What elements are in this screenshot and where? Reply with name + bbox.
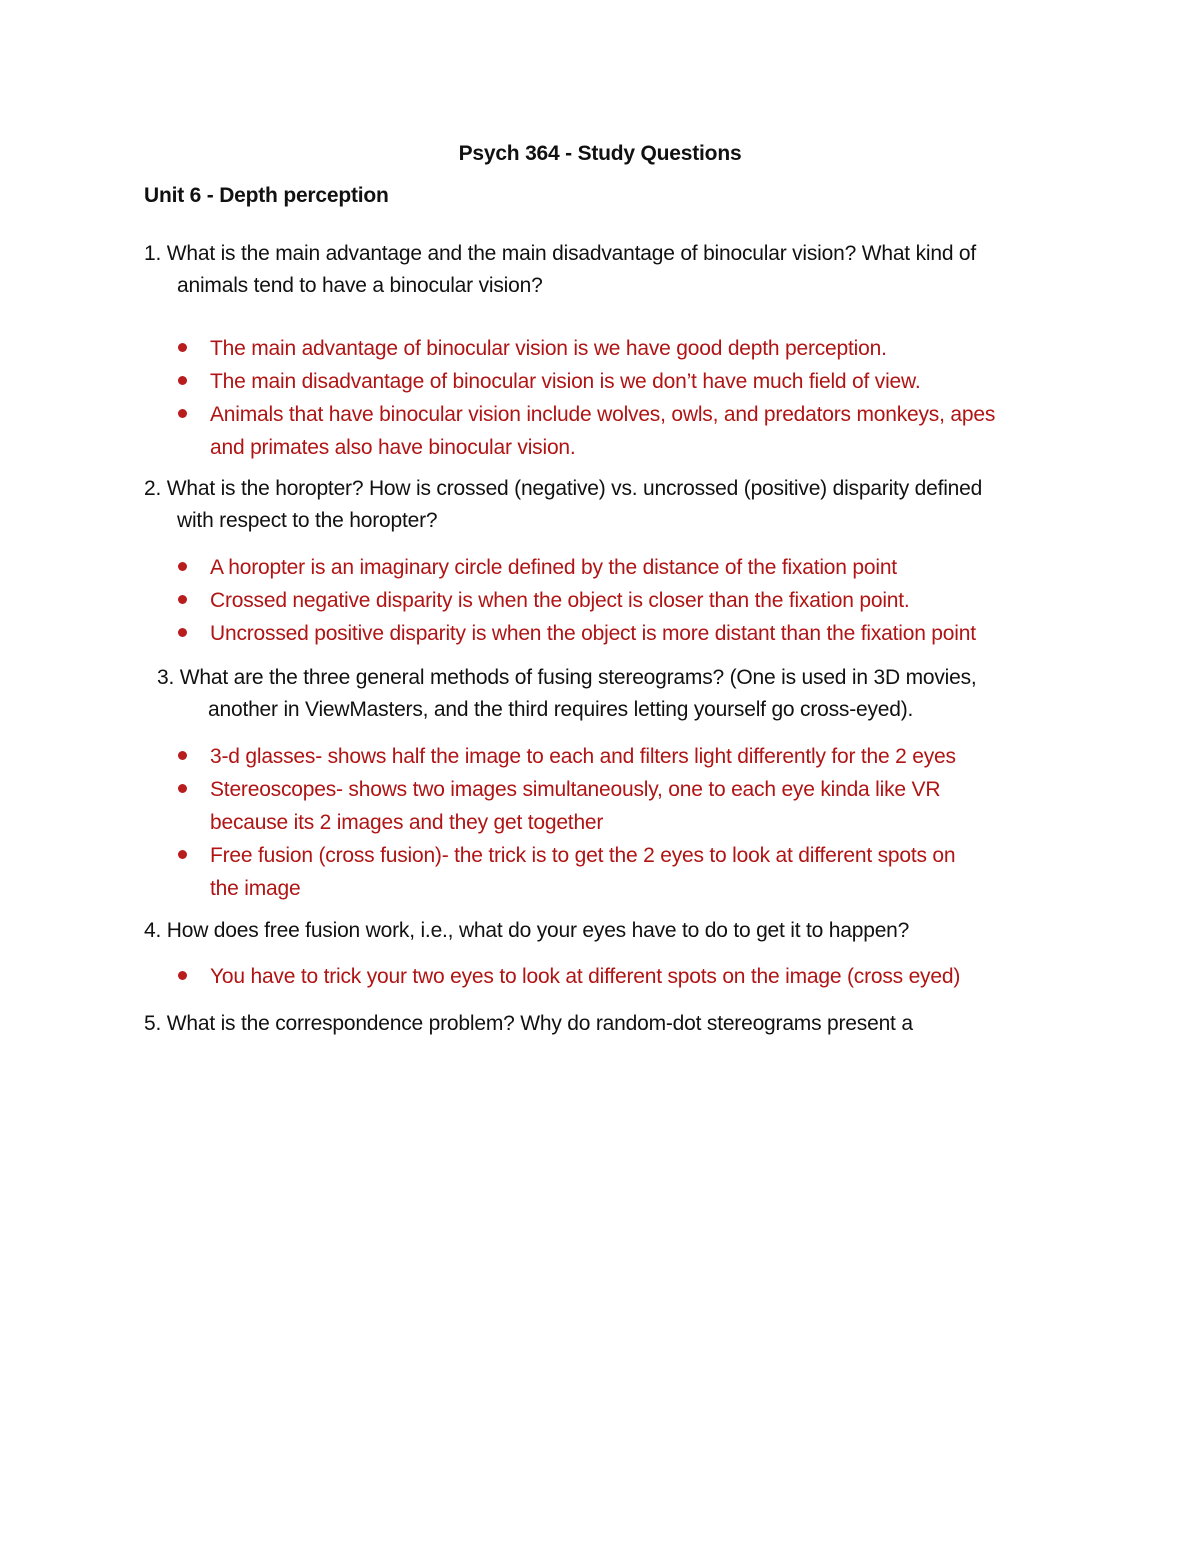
question-1-line-1: 1. What is the main advantage and the main disadvantage of binocular vision? What kind of [144, 242, 977, 265]
question-5-line-1: 5. What is the correspondence problem? Why do random-dot stereograms present a [144, 1012, 913, 1035]
question-1-line-2: animals tend to have a binocular vision? [177, 274, 543, 297]
answer-item: Crossed negative disparity is when the object is closer than the fixation point. [178, 584, 976, 617]
question-5 [144, 1008, 913, 1040]
bullet-icon [178, 971, 187, 980]
answer-item: The main disadvantage of binocular vision is we don’t have much field of view. [178, 365, 995, 398]
question-4-answers [178, 960, 960, 993]
bullet-icon [178, 628, 187, 637]
bullet-icon [178, 751, 187, 760]
answer-item: A horopter is an imaginary circle defined by the distance of the fixation point [178, 551, 976, 584]
bullet-icon [178, 595, 187, 604]
answer-item: You have to trick your two eyes to look at different spots on the image (cross eyed) [178, 960, 960, 993]
question-2-line-2: with respect to the horopter? [177, 509, 438, 532]
question-1-answers [178, 332, 995, 464]
bullet-icon [178, 409, 187, 418]
bullet-icon [178, 850, 187, 859]
bullet-icon [178, 784, 187, 793]
question-2-line-1: 2. What is the horopter? How is crossed (negative) vs. uncrossed (positive) disparity defined [144, 477, 983, 500]
answer-item: Free fusion (cross fusion)- the trick is to get the 2 eyes to look at different spots on the image [178, 839, 956, 905]
question-4 [144, 915, 909, 947]
page-title: Psych 364 - Study Questions [458, 142, 742, 165]
bullet-icon [178, 376, 187, 385]
bullet-icon [178, 562, 187, 571]
question-3-answers [178, 740, 956, 905]
question-2-answers [178, 551, 976, 650]
answer-item: The main advantage of binocular vision is we have good depth perception. [178, 332, 995, 365]
unit-heading: Unit 6 - Depth perception [144, 184, 389, 207]
question-1 [144, 238, 976, 302]
question-3-line-2: another in ViewMasters, and the third requires letting yourself go cross-eyed). [208, 698, 914, 721]
answer-item: Animals that have binocular vision include wolves, owls, and predators monkeys, apes and primates also have binocular vision. [178, 398, 995, 464]
question-2 [144, 473, 982, 537]
answer-item: Uncrossed positive disparity is when the object is more distant than the fixation point [178, 617, 976, 650]
answer-item: 3-d glasses- shows half the image to each and filters light differently for the 2 eyes [178, 740, 956, 773]
bullet-icon [178, 343, 187, 352]
question-3-line-1: 3. What are the three general methods of fusing stereograms? (One is used in 3D movies, [157, 666, 977, 689]
answer-item: Stereoscopes- shows two images simultaneously, one to each eye kinda like VR because its 2 images and they get together [178, 773, 956, 839]
question-4-line-1: 4. How does free fusion work, i.e., what do your eyes have to do to get it to happen? [144, 919, 910, 942]
question-3 [157, 662, 977, 726]
